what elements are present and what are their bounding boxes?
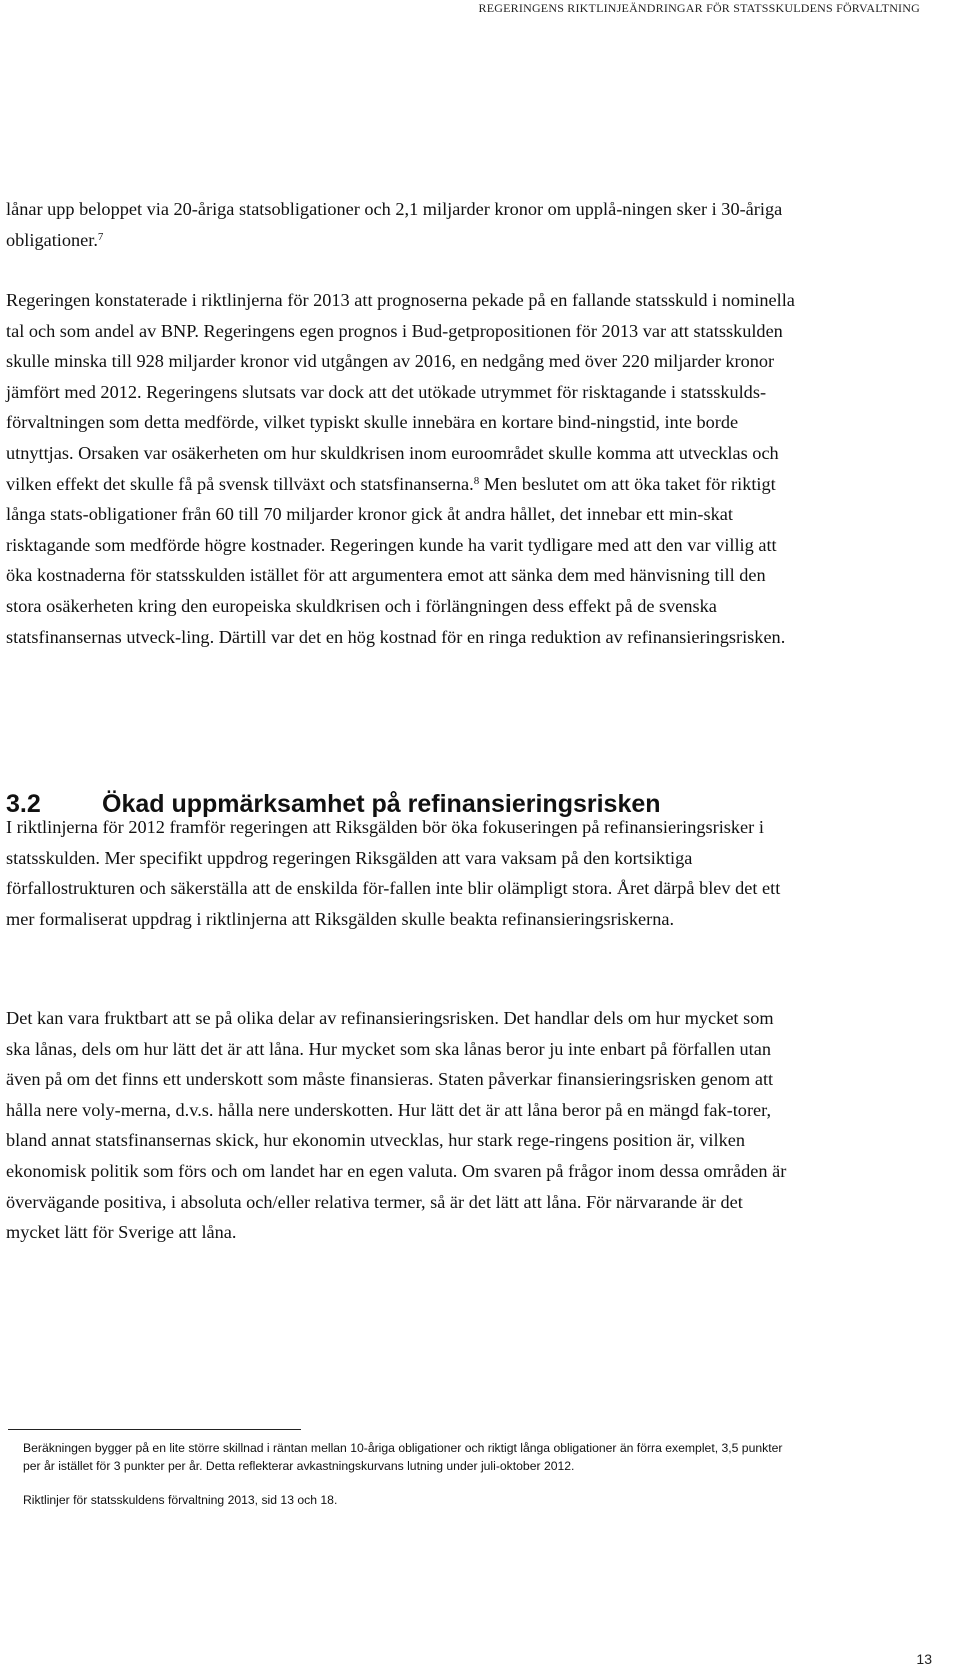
paragraph-2-text-b: Men beslutet om att öka taket för riktigt långa stats-obligationer från 60 till 70 miljarder kronor gick åt andra hållet, det innebar ett min-skat risktagande som medförde högre kostnader. Regeringen kunde ha varit tydligare med att den var villig att öka kostnaderna för statsskulden istället för att argumentera emot att sänka dem med hänvisning till den stora osäkerheten kring den europeiska skuldkrisen och i förlängningen dess effekt på de svenska statsfinansernas utveck-ling. Därtill var det en hög kostnad för en ringa reduktion av refinansieringsrisken. — [6, 473, 786, 647]
section-title: Ökad uppmärksamhet på refinansieringsrisken — [102, 790, 661, 818]
footnote-7-text: Beräkningen bygger på en lite större skillnad i räntan mellan 10-åriga obligationer och riktigt långa obligationer än förra exemplet, 3,5 punkter per år istället för 3 punkter per år. Detta reflekterar avkastningskurvans lutning under juli-oktober 2012. — [23, 1441, 783, 1473]
running-header: REGERINGENS RIKTLINJEÄNDRINGAR FÖR STATSSKULDENS FÖRVALTNING — [478, 1, 920, 15]
paragraph-1 — [6, 194, 796, 255]
paragraph-2-text-a: Regeringen konstaterade i riktlinjerna för 2013 att prognoserna pekade på en fallande statsskuld i nominella tal och som andel av BNP. Regeringens egen prognos i Bud-getpropositionen för 2013 var att statsskulden skulle minska till 928 miljarder kronor vid utgången av 2016, en nedgång med över 220 miljarder kronor jämfört med 2012. Regeringens slutsats var dock att det utökade utrymmet för risktagande i statsskulds-förvaltningen som detta medförde, vilket typiskt skulle innebära en kortare bind-ningstid, inte borde utnyttjas. Orsaken var osäkerheten om hur skuldkrisen inom euroområdet skulle komma att utvecklas och vilken effekt det skulle få på svensk tillväxt och statsfinanserna. — [6, 290, 795, 494]
paragraph-3: I riktlinjerna för 2012 framför regeringen att Riksgälden bör öka fokuseringen på refinansieringsrisker i statsskulden. Mer specifikt uppdrog regeringen Riksgälden att vara vaksam på den kortsiktiga förfallostrukturen och säkerställa att de enskilda för-fallen inte blir olämpligt stora. Året därpå blev det ett mer formaliserat uppdrag i riktlinjerna att Riksgälden skulle beakta refinansieringsriskerna. — [6, 817, 781, 929]
page-number: 13 — [916, 1651, 932, 1667]
footnote-7 — [8, 1439, 803, 1475]
footnote-ref-8[interactable]: 8 — [473, 474, 480, 487]
paragraph-1-text: lånar upp beloppet via 20-åriga statsobligationer och 2,1 miljarder kronor om upplå-ningen sker i 30-åriga obligationer. — [6, 199, 783, 250]
section-number: 3.2 — [6, 790, 41, 818]
footnote-ref-7[interactable]: 7 — [97, 230, 104, 243]
paragraph-2 — [6, 285, 796, 652]
footnote-divider — [8, 1429, 301, 1430]
footnote-8 — [8, 1491, 803, 1509]
footnote-8-text: Riktlinjer för statsskuldens förvaltning 2013, sid 13 och 18. — [23, 1493, 338, 1507]
paragraph-4: Det kan vara fruktbart att se på olika delar av refinansieringsrisken. Det handlar dels om hur mycket som ska lånas, dels om hur lätt det är att låna. Hur mycket som ska lånas beror ju inte enbart på förfallen utan även på om det finns ett underskott som måste finansieras. Staten påverkar finansieringsrisken genom att hålla nere voly-merna, d.v.s. hålla nere underskotten. Hur lätt det är att låna beror på en mängd fak-torer, bland annat statsfinansernas skick, hur ekonomin utvecklas, hur stark rege-ringens position är, vilken ekonomisk politik som förs och om landet har en egen valuta. Om svaren på frågor inom dessa områden är övervägande positiva, i absoluta och/eller relativa termer, så är det lätt att låna. För närvarande är det mycket lätt för Sverige att låna. — [6, 1008, 787, 1243]
